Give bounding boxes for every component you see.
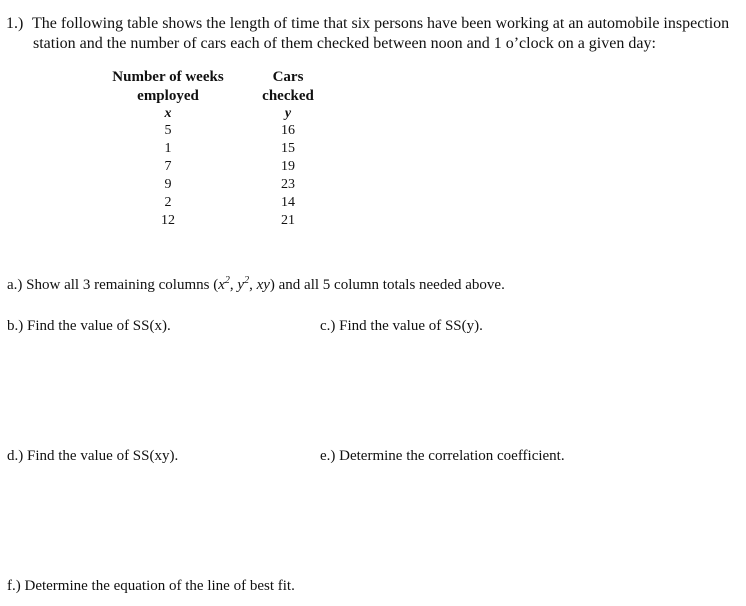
header-gap [228,68,258,106]
header-weeks-line2: employed [137,88,199,104]
gap-cell [228,158,258,176]
y-cell: 19 [281,159,295,174]
table-row [108,176,318,194]
y-cell: 23 [281,177,295,192]
table-body [108,106,318,230]
var-x-cell: x [164,106,172,121]
x-cell: 5 [164,123,172,138]
math-xy: xy [256,277,270,293]
question-a-suffix: ) and all 5 column totals needed above. [269,277,505,293]
table-row [108,140,318,158]
question-f: f.) Determine the equation of the line of best fit. [7,578,295,594]
y-cell: 14 [281,195,295,210]
table-row [108,158,318,176]
variable-row [108,106,318,122]
question-b: b.) Find the value of SS(x). [7,318,171,334]
question-a-prefix: a.) Show all 3 remaining columns ( [7,277,219,293]
y-cell: 15 [281,141,295,156]
problem-intro [33,14,738,54]
question-a: a.) Show all 3 remaining columns ($x^2$, $y^2$, xy) and all 5 column totals needed above. [7,275,505,293]
question-c: c.) Find the value of SS(y). [320,318,483,334]
x-cell: 2 [164,195,172,210]
question-d: d.) Find the value of SS(xy). [7,448,179,464]
question-e: e.) Determine the correlation coefficient. [320,448,565,464]
gap-cell [228,106,258,122]
table-row [108,122,318,140]
math-y-squared: $y^2$ [237,275,250,293]
table-row [108,212,318,230]
data-table [108,68,318,230]
y-cell: 21 [281,213,295,228]
header-cars-checked [258,68,318,106]
header-cars-line1: Cars [272,69,304,85]
gap-cell [228,212,258,230]
header-weeks-line1: Number of weeks [112,69,224,85]
gap-cell [228,176,258,194]
header-cars-line2: checked [262,88,314,104]
math-x-squared: $x^2$ [218,275,230,293]
gap-cell [228,122,258,140]
x-cell: 7 [164,159,172,174]
problem-number: 1.) [6,15,24,32]
header-weeks-employed [108,68,228,106]
gap-cell [228,194,258,212]
y-cell: 16 [281,123,295,138]
var-y-cell: y [284,106,292,121]
x-cell: 1 [164,141,172,156]
x-cell: 9 [164,177,172,192]
intro-line-1: The following table shows the length of time that six persons have been working at an automobile inspection [32,15,730,32]
x-cell: 12 [161,213,175,228]
intro-line-2: station and the number of cars each of them checked between noon and 1 o’clock on a given day: [33,35,656,52]
table-row [108,194,318,212]
gap-cell [228,140,258,158]
